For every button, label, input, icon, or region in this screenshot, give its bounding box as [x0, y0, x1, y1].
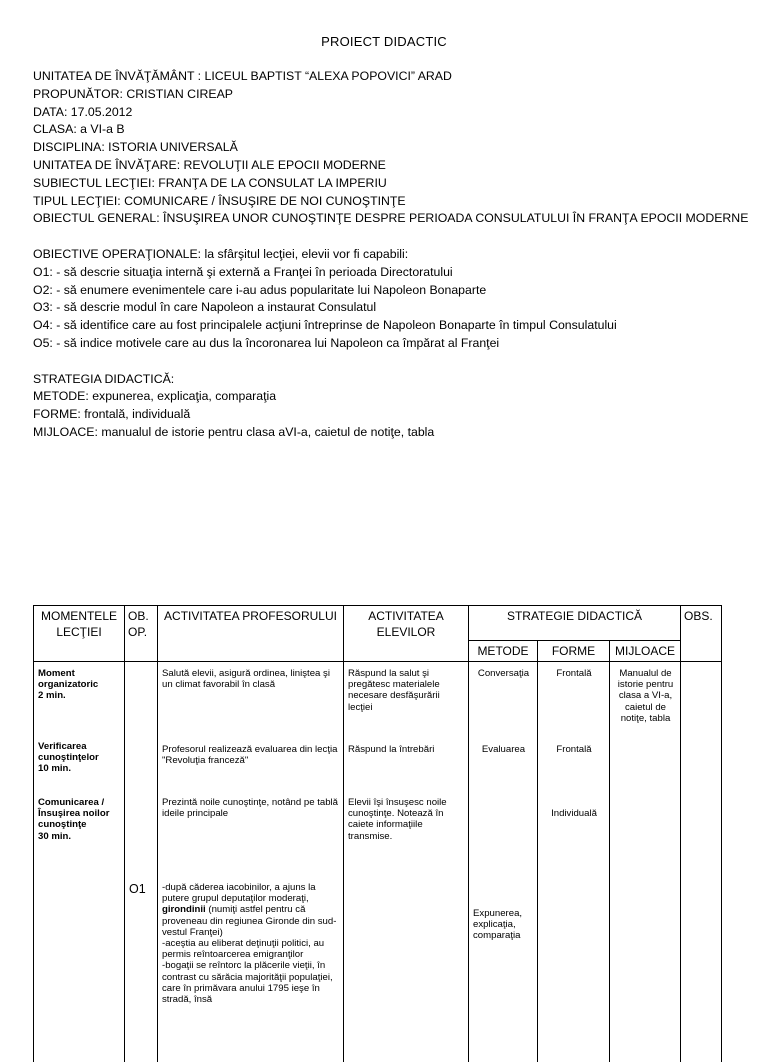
objective-o5: O5: - să indice motivele care au dus la încoronarea lui Napoleon ca împărat al Franţei: [33, 335, 753, 353]
moment-1: Moment organizatoric 2 min.: [38, 668, 121, 702]
lesson-type: TIPUL LECŢIEI: COMUNICARE / ÎNSUŞIRE DE NOI CUNOŞTINŢE: [33, 193, 753, 211]
school-unit: UNITATEA DE ÎNVĂŢĂMÂNT : LICEUL BAPTIST “ALEXA POPOVICI” ARAD: [33, 68, 753, 86]
form-1: Frontală: [542, 668, 606, 679]
lesson-plan-table: [33, 605, 722, 1062]
header-ob-op: OB. OP.: [125, 606, 158, 662]
strategy-title: STRATEGIA DIDACTICĂ:: [33, 371, 753, 389]
moment-3: Comunicarea / Însuşirea noilor cunoştinţe 30 min.: [38, 797, 121, 842]
header-strategie: STRATEGIE DIDACTICĂ: [469, 606, 681, 641]
discipline: DISCIPLINA: ISTORIA UNIVERSALĂ: [33, 139, 753, 157]
lesson-header: [33, 68, 753, 442]
teacher-activity-2: Profesorul realizează evaluarea din lecţia "Revoluţia franceză": [162, 744, 340, 766]
teacher-activity-1: Salută elevii, asigură ordinea, liniştea şi un climat favorabil în clasă: [162, 668, 340, 690]
general-objective: OBIECTUL GENERAL: ÎNSUŞIREA UNOR CUNOŞTINŢE DESPRE PERIOADA CONSULATULUI ÎN FRANŢA EPOCII MODERNE: [33, 210, 753, 228]
objective-o1: O1: - să descrie situaţia internă şi externă a Franţei în perioada Directoratului: [33, 264, 753, 282]
form-3: Individuală: [542, 808, 606, 819]
strategy-forms: FORME: frontală, individuală: [33, 406, 753, 424]
form-2: Frontală: [542, 744, 606, 755]
means-cell: [610, 662, 681, 1062]
objective-o3: O3: - să descrie modul în care Napoleon a instaurat Consulatul: [33, 299, 753, 317]
header-metode: METODE: [469, 641, 538, 662]
strategy-means: MIJLOACE: manualul de istorie pentru clasa aVI-a, caietul de notiţe, tabla: [33, 424, 753, 442]
header-momentele: MOMENTELE LECŢIEI: [34, 606, 125, 662]
objective-cell: [125, 662, 158, 1062]
objective-o2: O2: - să enumere evenimentele care i-au adus popularitate lui Napoleon Bonaparte: [33, 282, 753, 300]
teacher-activity-cell: [158, 662, 344, 1062]
means-1: Manualul de istorie pentru clasa a VI-a, caietul de notiţe, tabla: [614, 668, 677, 724]
class: CLASA: a VI-a B: [33, 121, 753, 139]
girondins-term: girondinii: [162, 904, 206, 915]
students-activity-cell: [344, 662, 469, 1062]
header-activitatea-elevilor: ACTIVITATEA ELEVILOR: [344, 606, 469, 662]
objectives-intro: OBIECTIVE OPERAŢIONALE: la sfârşitul lecţiei, elevii vor fi capabili:: [33, 246, 753, 264]
document-title: PROIECT DIDACTIC: [0, 34, 768, 49]
objective-o4: O4: - să identifice care au fost principalele acţiuni întreprinse de Napoleon Bonaparte în timpul Consulatului: [33, 317, 753, 335]
learning-unit: UNITATEA DE ÎNVĂŢARE: REVOLUŢII ALE EPOCII MODERNE: [33, 157, 753, 175]
students-activity-1: Răspund la salut şi pregătesc materialele necesare desfăşurării lecţiei: [348, 668, 465, 713]
students-activity-2: Răspund la întrebări: [348, 744, 465, 755]
method-3: Expunerea, explicaţia, comparaţia: [473, 908, 534, 942]
header-mijloace: MIJLOACE: [610, 641, 681, 662]
teacher-activity-3: Prezintă noile cunoştinţe, notând pe tablă ideile principale: [162, 797, 340, 819]
header-activitatea-profesorului: ACTIVITATEA PROFESORULUI: [158, 606, 344, 662]
method-1: Conversaţia: [473, 668, 534, 679]
methods-cell: [469, 662, 538, 1062]
moment-2: Verificarea cunoştinţelor 10 min.: [38, 741, 121, 775]
header-forme: FORME: [538, 641, 610, 662]
forms-cell: [538, 662, 610, 1062]
objective-label: O1: [129, 884, 154, 895]
teacher-activity-o1: -după căderea iacobinilor, a ajuns la putere grupul deputaţilor moderaţi, girondinii (numiţi astfel pentru că proveneau din regiunea Gironde din sud-vestul Franţei) -aceştia au eliberat deţinuţii politici, au permis reîntoarcerea emigranţilor -bogaţii se reîntorc la plăcerile vieţii, în contrast cu sărăcia majorităţii populaţiei, care în primăvara anului 1795 ieşe în stradă, însă: [162, 882, 340, 1005]
proposer: PROPUNĂTOR: CRISTIAN CIREAP: [33, 86, 753, 104]
lesson-subject: SUBIECTUL LECŢIEI: FRANŢA DE LA CONSULAT LA IMPERIU: [33, 175, 753, 193]
students-activity-3: Elevii îşi însuşesc noile cunoştinţe. Notează în caiete informaţiile transmise.: [348, 797, 465, 842]
header-obs: OBS.: [681, 606, 722, 662]
date: DATA: 17.05.2012: [33, 104, 753, 122]
strategy-methods: METODE: expunerea, explicaţia, comparaţia: [33, 388, 753, 406]
observations-cell: [681, 662, 722, 1062]
moments-cell: [34, 662, 125, 1062]
method-2: Evaluarea: [473, 744, 534, 755]
